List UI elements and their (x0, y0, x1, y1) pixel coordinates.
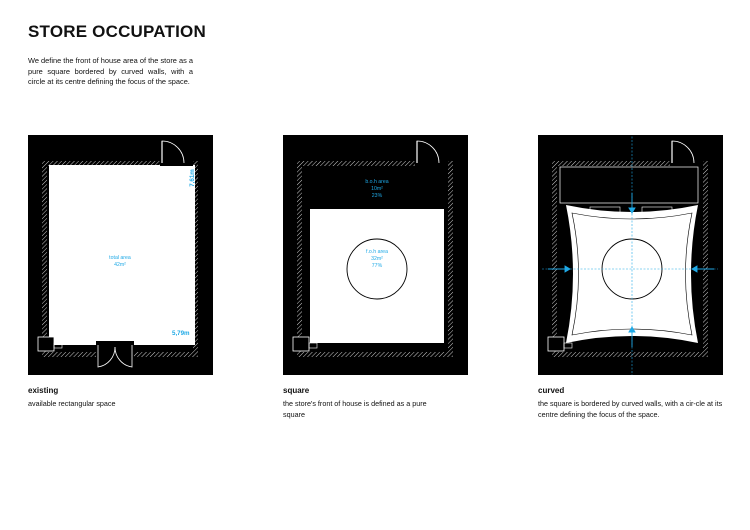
dim-short: 7,61m (189, 169, 196, 187)
caption-text-curved: the square is bordered by curved walls, with a cir-cle at its centre defining the focus of the space. (538, 399, 723, 419)
fixture-box (293, 337, 309, 351)
label-foh-value: 32m² (371, 256, 383, 262)
label-boh-value: 10m² (371, 186, 383, 192)
caption-title-curved: curved (538, 386, 565, 395)
label-boh-pct: 23% (371, 193, 383, 199)
foh-square (310, 209, 444, 343)
plan-curved-drawing (538, 135, 723, 375)
plan-existing-drawing (28, 135, 213, 375)
fixture-box (38, 337, 54, 351)
label-foh-area: f.o.h area (366, 249, 388, 255)
caption-title-square: square (283, 386, 310, 395)
plan-square-drawing (283, 135, 468, 375)
label-boh-area: b.o.h area (365, 179, 389, 185)
plan-square (283, 135, 468, 375)
caption-text-existing: available rectangular space (28, 399, 116, 408)
fixture-box (548, 337, 564, 351)
plan-existing (28, 135, 213, 375)
label-total-area: total area (109, 255, 131, 261)
page-title: STORE OCCUPATION (28, 22, 206, 41)
label-foh-pct: 77% (371, 263, 383, 269)
caption-text-square: the store's front of house is defined as a pure square (283, 399, 427, 419)
intro-paragraph: We define the front of house area of the store as a pure square bordered by curved walls, with a circle at its centre defining the focus of the space. (28, 56, 193, 87)
plan-curved (538, 135, 723, 375)
caption-title-existing: existing (28, 386, 59, 395)
dim-long: 5,79m (172, 330, 190, 337)
label-total-area-value: 42m² (114, 262, 126, 268)
